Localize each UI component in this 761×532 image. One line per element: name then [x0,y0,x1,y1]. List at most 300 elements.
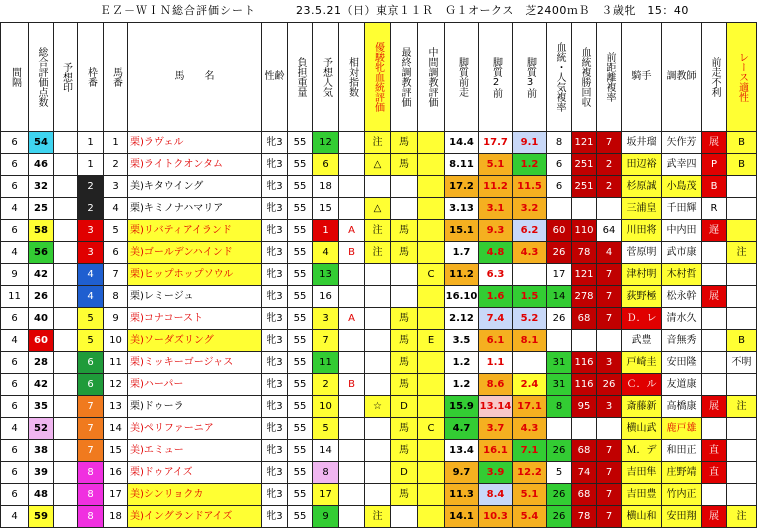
score-cell: 39 [29,462,54,484]
kyakushitsu-1: 15.9 [445,396,479,418]
jyu-cell: 55 [288,352,313,374]
chukan-cell [418,176,445,198]
hd-jockey: 騎手 [622,23,662,132]
jyu-cell: 55 [288,308,313,330]
kankaku-cell: 11 [1,286,29,308]
jockey-cell: 川田将 [622,220,662,242]
table-row [1,308,757,330]
kyakushitsu-1: 14.4 [445,132,479,154]
tekisei-cell: B [727,330,757,352]
jockey-cell: Ｍ．デ [622,440,662,462]
shisu-cell: A [339,220,365,242]
shisu-cell [339,264,365,286]
score-cell: 42 [29,264,54,286]
furi-cell: 展 [702,132,727,154]
hd-mark: 予想印 [54,23,78,132]
horse-name: 美)ペリファーニア [128,418,262,440]
waku-cell: 6 [78,352,104,374]
jyu-cell: 55 [288,374,313,396]
kaishu-cell: 121 [572,132,597,154]
table-row [1,220,757,242]
sei-cell: 牝3 [262,418,288,440]
fukushou-cell: 5 [547,462,572,484]
chukan-cell [418,198,445,220]
jyu-cell: 55 [288,154,313,176]
shisu-cell: B [339,374,365,396]
kyakushitsu-2: 10.3 [479,506,513,528]
furi-cell: R [702,198,727,220]
score-cell: 52 [29,418,54,440]
fukushou-cell: 17 [547,264,572,286]
kyakushitsu-2: 1.1 [479,352,513,374]
tekisei-cell: B [727,154,757,176]
shisu-cell: B [339,242,365,264]
saishu-cell: 馬 [391,484,418,506]
trainer-cell: 安田翔 [662,506,702,528]
trainer-cell: 小島茂 [662,176,702,198]
tekisei-cell [727,374,757,396]
score-cell: 28 [29,352,54,374]
shisu-cell [339,132,365,154]
trainer-cell: 鹿戸雄 [662,418,702,440]
table-row [1,132,757,154]
table-row [1,396,757,418]
kettou-cell [365,374,391,396]
uma-cell: 1 [104,132,128,154]
shisu-cell [339,154,365,176]
hd-kaishu: 血統複勝回収 [572,23,597,132]
horse-name: 栗)リバティアイランド [128,220,262,242]
waku-cell: 5 [78,308,104,330]
sei-cell: 牝3 [262,506,288,528]
kankaku-cell: 6 [1,220,29,242]
kyakushitsu-3: 11.5 [513,176,547,198]
kaishu-cell: 68 [572,308,597,330]
kaishu-cell [572,330,597,352]
kyakushitsu-2: 3.1 [479,198,513,220]
score-cell: 59 [29,506,54,528]
kankaku-cell: 6 [1,308,29,330]
kaishu-cell: 251 [572,176,597,198]
saishu-cell: 馬 [391,132,418,154]
ninki-cell: 9 [313,506,339,528]
kettou-cell [365,286,391,308]
jyu-cell: 55 [288,286,313,308]
kankaku-cell: 4 [1,418,29,440]
saishu-cell: 馬 [391,330,418,352]
furi-cell: 遅 [702,220,727,242]
kettou-cell [365,264,391,286]
waku-cell: 8 [78,462,104,484]
mark-cell [54,462,78,484]
uma-cell: 9 [104,308,128,330]
jyu-cell: 55 [288,506,313,528]
shisu-cell [339,484,365,506]
kankaku-cell: 6 [1,462,29,484]
fukushou-cell: 8 [547,396,572,418]
fukushou-cell: 26 [547,242,572,264]
fukushou-cell: 31 [547,374,572,396]
jyu-cell: 55 [288,440,313,462]
jyu-cell: 55 [288,330,313,352]
score-cell: 35 [29,396,54,418]
kyakushitsu-2: 8.6 [479,374,513,396]
kyakushitsu-1: 2.12 [445,308,479,330]
waku-cell: 3 [78,220,104,242]
ninki-cell: 2 [313,374,339,396]
jockey-cell: 武豊 [622,330,662,352]
saishu-cell: 馬 [391,220,418,242]
score-cell: 25 [29,198,54,220]
mark-cell [54,484,78,506]
ninki-cell: 7 [313,330,339,352]
hd-name: 馬 名 [128,23,262,132]
fukushou-cell [547,330,572,352]
kyori-cell: 2 [597,154,622,176]
kettou-cell [365,462,391,484]
score-cell: 48 [29,484,54,506]
hd-ninki: 予想人気 [313,23,339,132]
waku-cell: 1 [78,132,104,154]
furi-cell [702,308,727,330]
shisu-cell [339,352,365,374]
shisu-cell [339,286,365,308]
furi-cell [702,330,727,352]
hd-trainer: 調教師 [662,23,702,132]
race-info: 23.5.21（日）東京１１Ｒ Ｇ１オークス 芝2400ｍＢ ３歳牝 15：40 [296,4,689,17]
kankaku-cell: 4 [1,330,29,352]
score-cell: 42 [29,374,54,396]
jockey-cell: 吉田豊 [622,484,662,506]
horse-name: 美)ソーダズリング [128,330,262,352]
jyu-cell: 55 [288,418,313,440]
kyori-cell: 2 [597,176,622,198]
mark-cell [54,132,78,154]
saishu-cell [391,506,418,528]
saishu-cell [391,286,418,308]
jockey-cell: 杉原誠 [622,176,662,198]
furi-cell: B [702,176,727,198]
kaishu-cell [572,418,597,440]
sei-cell: 牝3 [262,264,288,286]
kyori-cell: 3 [597,396,622,418]
kaishu-cell: 95 [572,396,597,418]
hd-tekisei: レース適性 [727,23,757,132]
sei-cell: 牝3 [262,440,288,462]
chukan-cell [418,484,445,506]
jockey-cell: Ｄ．レ [622,308,662,330]
kettou-cell [365,330,391,352]
chukan-cell [418,308,445,330]
furi-cell [702,352,727,374]
ninki-cell: 14 [313,440,339,462]
trainer-cell: 庄野靖 [662,462,702,484]
furi-cell [702,242,727,264]
kyakushitsu-2: 9.3 [479,220,513,242]
kankaku-cell: 6 [1,396,29,418]
sei-cell: 牝3 [262,330,288,352]
shisu-cell [339,198,365,220]
hd-kyori: 前距離複率 [597,23,622,132]
kyakushitsu-1: 11.3 [445,484,479,506]
mark-cell [54,286,78,308]
uma-cell: 14 [104,418,128,440]
shisu-cell [339,418,365,440]
tekisei-cell [727,286,757,308]
fukushou-cell: 26 [547,440,572,462]
jyu-cell: 55 [288,264,313,286]
kankaku-cell: 4 [1,506,29,528]
hd-uma: 馬番 [104,23,128,132]
horse-name: 美)イングランドアイズ [128,506,262,528]
saishu-cell: D [391,462,418,484]
waku-cell: 2 [78,176,104,198]
hd-sei: 性齢 [262,23,288,132]
sei-cell: 牝3 [262,374,288,396]
trainer-cell: 和田正 [662,440,702,462]
kettou-cell: 注 [365,220,391,242]
trainer-cell: 竹内正 [662,484,702,506]
waku-cell: 8 [78,484,104,506]
kyakushitsu-2: 7.4 [479,308,513,330]
kyori-cell [597,198,622,220]
kankaku-cell: 6 [1,440,29,462]
sei-cell: 牝3 [262,396,288,418]
mark-cell [54,418,78,440]
hd-k2: 脚質2前 [479,23,513,132]
hd-saishu: 最終調教評価 [391,23,418,132]
trainer-cell: 矢作芳 [662,132,702,154]
tekisei-cell: 不明 [727,352,757,374]
horse-name: 栗)レミージュ [128,286,262,308]
furi-cell [702,374,727,396]
kyakushitsu-1: 8.11 [445,154,479,176]
fukushou-cell: 60 [547,220,572,242]
ninki-cell: 8 [313,462,339,484]
uma-cell: 5 [104,220,128,242]
fukushou-cell [547,198,572,220]
uma-cell: 2 [104,154,128,176]
trainer-cell: 友道康 [662,374,702,396]
jyu-cell: 55 [288,484,313,506]
trainer-cell: 松永幹 [662,286,702,308]
saishu-cell: 馬 [391,242,418,264]
horse-name: 栗)ミッキーゴージャス [128,352,262,374]
kettou-cell: ☆ [365,396,391,418]
tekisei-cell: 注 [727,396,757,418]
kettou-cell [365,484,391,506]
shisu-cell [339,440,365,462]
kyakushitsu-3: 1.5 [513,286,547,308]
kyakushitsu-2: 4.8 [479,242,513,264]
score-cell: 38 [29,440,54,462]
table-row [1,374,757,396]
uma-cell: 15 [104,440,128,462]
horse-name: 栗)キミノナハマリア [128,198,262,220]
shisu-cell [339,462,365,484]
score-cell: 60 [29,330,54,352]
trainer-cell: 木村哲 [662,264,702,286]
kyakushitsu-2: 11.2 [479,176,513,198]
mark-cell [54,374,78,396]
kettou-cell: 注 [365,242,391,264]
jockey-cell: 津村明 [622,264,662,286]
ninki-cell: 12 [313,132,339,154]
kyori-cell [597,330,622,352]
mark-cell [54,330,78,352]
horse-table [0,22,757,528]
chukan-cell [418,154,445,176]
kettou-cell [365,418,391,440]
kyakushitsu-1: 4.7 [445,418,479,440]
shisu-cell [339,176,365,198]
saishu-cell [391,264,418,286]
horse-name: 栗)ドゥーラ [128,396,262,418]
hd-kettou: 優駿牝血統評価 [365,23,391,132]
horse-name: 美)キタウイング [128,176,262,198]
furi-cell: 直 [702,440,727,462]
kettou-cell: 注 [365,506,391,528]
waku-cell: 6 [78,374,104,396]
waku-cell: 5 [78,330,104,352]
mark-cell [54,396,78,418]
waku-cell: 7 [78,418,104,440]
score-cell: 32 [29,176,54,198]
tekisei-cell: 注 [727,242,757,264]
sei-cell: 牝3 [262,154,288,176]
uma-cell: 4 [104,198,128,220]
uma-cell: 7 [104,264,128,286]
hd-jyu: 負担重量 [288,23,313,132]
horse-name: 美)エミュー [128,440,262,462]
horse-name: 美)シンリョクカ [128,484,262,506]
shisu-cell [339,330,365,352]
chukan-cell: E [418,330,445,352]
fukushou-cell: 8 [547,132,572,154]
uma-cell: 3 [104,176,128,198]
table-row [1,352,757,374]
fukushou-cell: 26 [547,506,572,528]
tekisei-cell: 注 [727,506,757,528]
kyakushitsu-2: 5.1 [479,154,513,176]
hd-fuku: 血統・人気複率 [547,23,572,132]
chukan-cell [418,462,445,484]
kaishu-cell: 278 [572,286,597,308]
tekisei-cell [727,462,757,484]
kyakushitsu-3: 4.3 [513,418,547,440]
jockey-cell: 吉田隼 [622,462,662,484]
kyori-cell: 26 [597,374,622,396]
kyakushitsu-1: 13.4 [445,440,479,462]
tekisei-cell [727,308,757,330]
ninki-cell: 5 [313,418,339,440]
kyakushitsu-2: 17.7 [479,132,513,154]
saishu-cell [391,176,418,198]
sei-cell: 牝3 [262,176,288,198]
sei-cell: 牝3 [262,462,288,484]
tekisei-cell [727,176,757,198]
saishu-cell: 馬 [391,352,418,374]
furi-cell [702,264,727,286]
chukan-cell [418,286,445,308]
waku-cell: 4 [78,286,104,308]
furi-cell: 展 [702,286,727,308]
chukan-cell [418,220,445,242]
tekisei-cell: B [727,132,757,154]
uma-cell: 17 [104,484,128,506]
trainer-cell: 中内田 [662,220,702,242]
tekisei-cell [727,418,757,440]
waku-cell: 8 [78,506,104,528]
fukushou-cell: 6 [547,176,572,198]
mark-cell [54,440,78,462]
furi-cell [702,484,727,506]
kettou-cell [365,308,391,330]
kettou-cell [365,352,391,374]
jockey-cell: 横山和 [622,506,662,528]
sei-cell: 牝3 [262,132,288,154]
uma-cell: 12 [104,374,128,396]
saishu-cell [391,198,418,220]
table-row [1,176,757,198]
chukan-cell [418,396,445,418]
uma-cell: 11 [104,352,128,374]
tekisei-cell [727,264,757,286]
trainer-cell: 清水久 [662,308,702,330]
score-cell: 54 [29,132,54,154]
kaishu-cell: 251 [572,154,597,176]
tekisei-cell [727,484,757,506]
tekisei-cell [727,198,757,220]
uma-cell: 8 [104,286,128,308]
kyori-cell: 7 [597,308,622,330]
ninki-cell: 13 [313,264,339,286]
fukushou-cell: 31 [547,352,572,374]
mark-cell [54,352,78,374]
kyori-cell: 7 [597,264,622,286]
kyakushitsu-3: 7.1 [513,440,547,462]
kettou-cell: △ [365,154,391,176]
trainer-cell: 高橋康 [662,396,702,418]
chukan-cell [418,352,445,374]
jockey-cell: 田辺裕 [622,154,662,176]
furi-cell: P [702,154,727,176]
kankaku-cell: 6 [1,374,29,396]
furi-cell [702,418,727,440]
score-cell: 46 [29,154,54,176]
jockey-cell: 荻野極 [622,286,662,308]
jockey-cell: 戸崎圭 [622,352,662,374]
jockey-cell: 坂井瑠 [622,132,662,154]
saishu-cell: D [391,396,418,418]
kankaku-cell: 4 [1,198,29,220]
saishu-cell: 馬 [391,154,418,176]
kettou-cell [365,176,391,198]
ninki-cell: 18 [313,176,339,198]
mark-cell [54,198,78,220]
waku-cell: 7 [78,396,104,418]
furi-cell: 展 [702,506,727,528]
sei-cell: 牝3 [262,308,288,330]
mark-cell [54,176,78,198]
jockey-cell: 三浦皇 [622,198,662,220]
ninki-cell: 17 [313,484,339,506]
ninki-cell: 6 [313,154,339,176]
chukan-cell: C [418,264,445,286]
ninki-cell: 4 [313,242,339,264]
table-row [1,440,757,462]
kyakushitsu-1: 3.5 [445,330,479,352]
